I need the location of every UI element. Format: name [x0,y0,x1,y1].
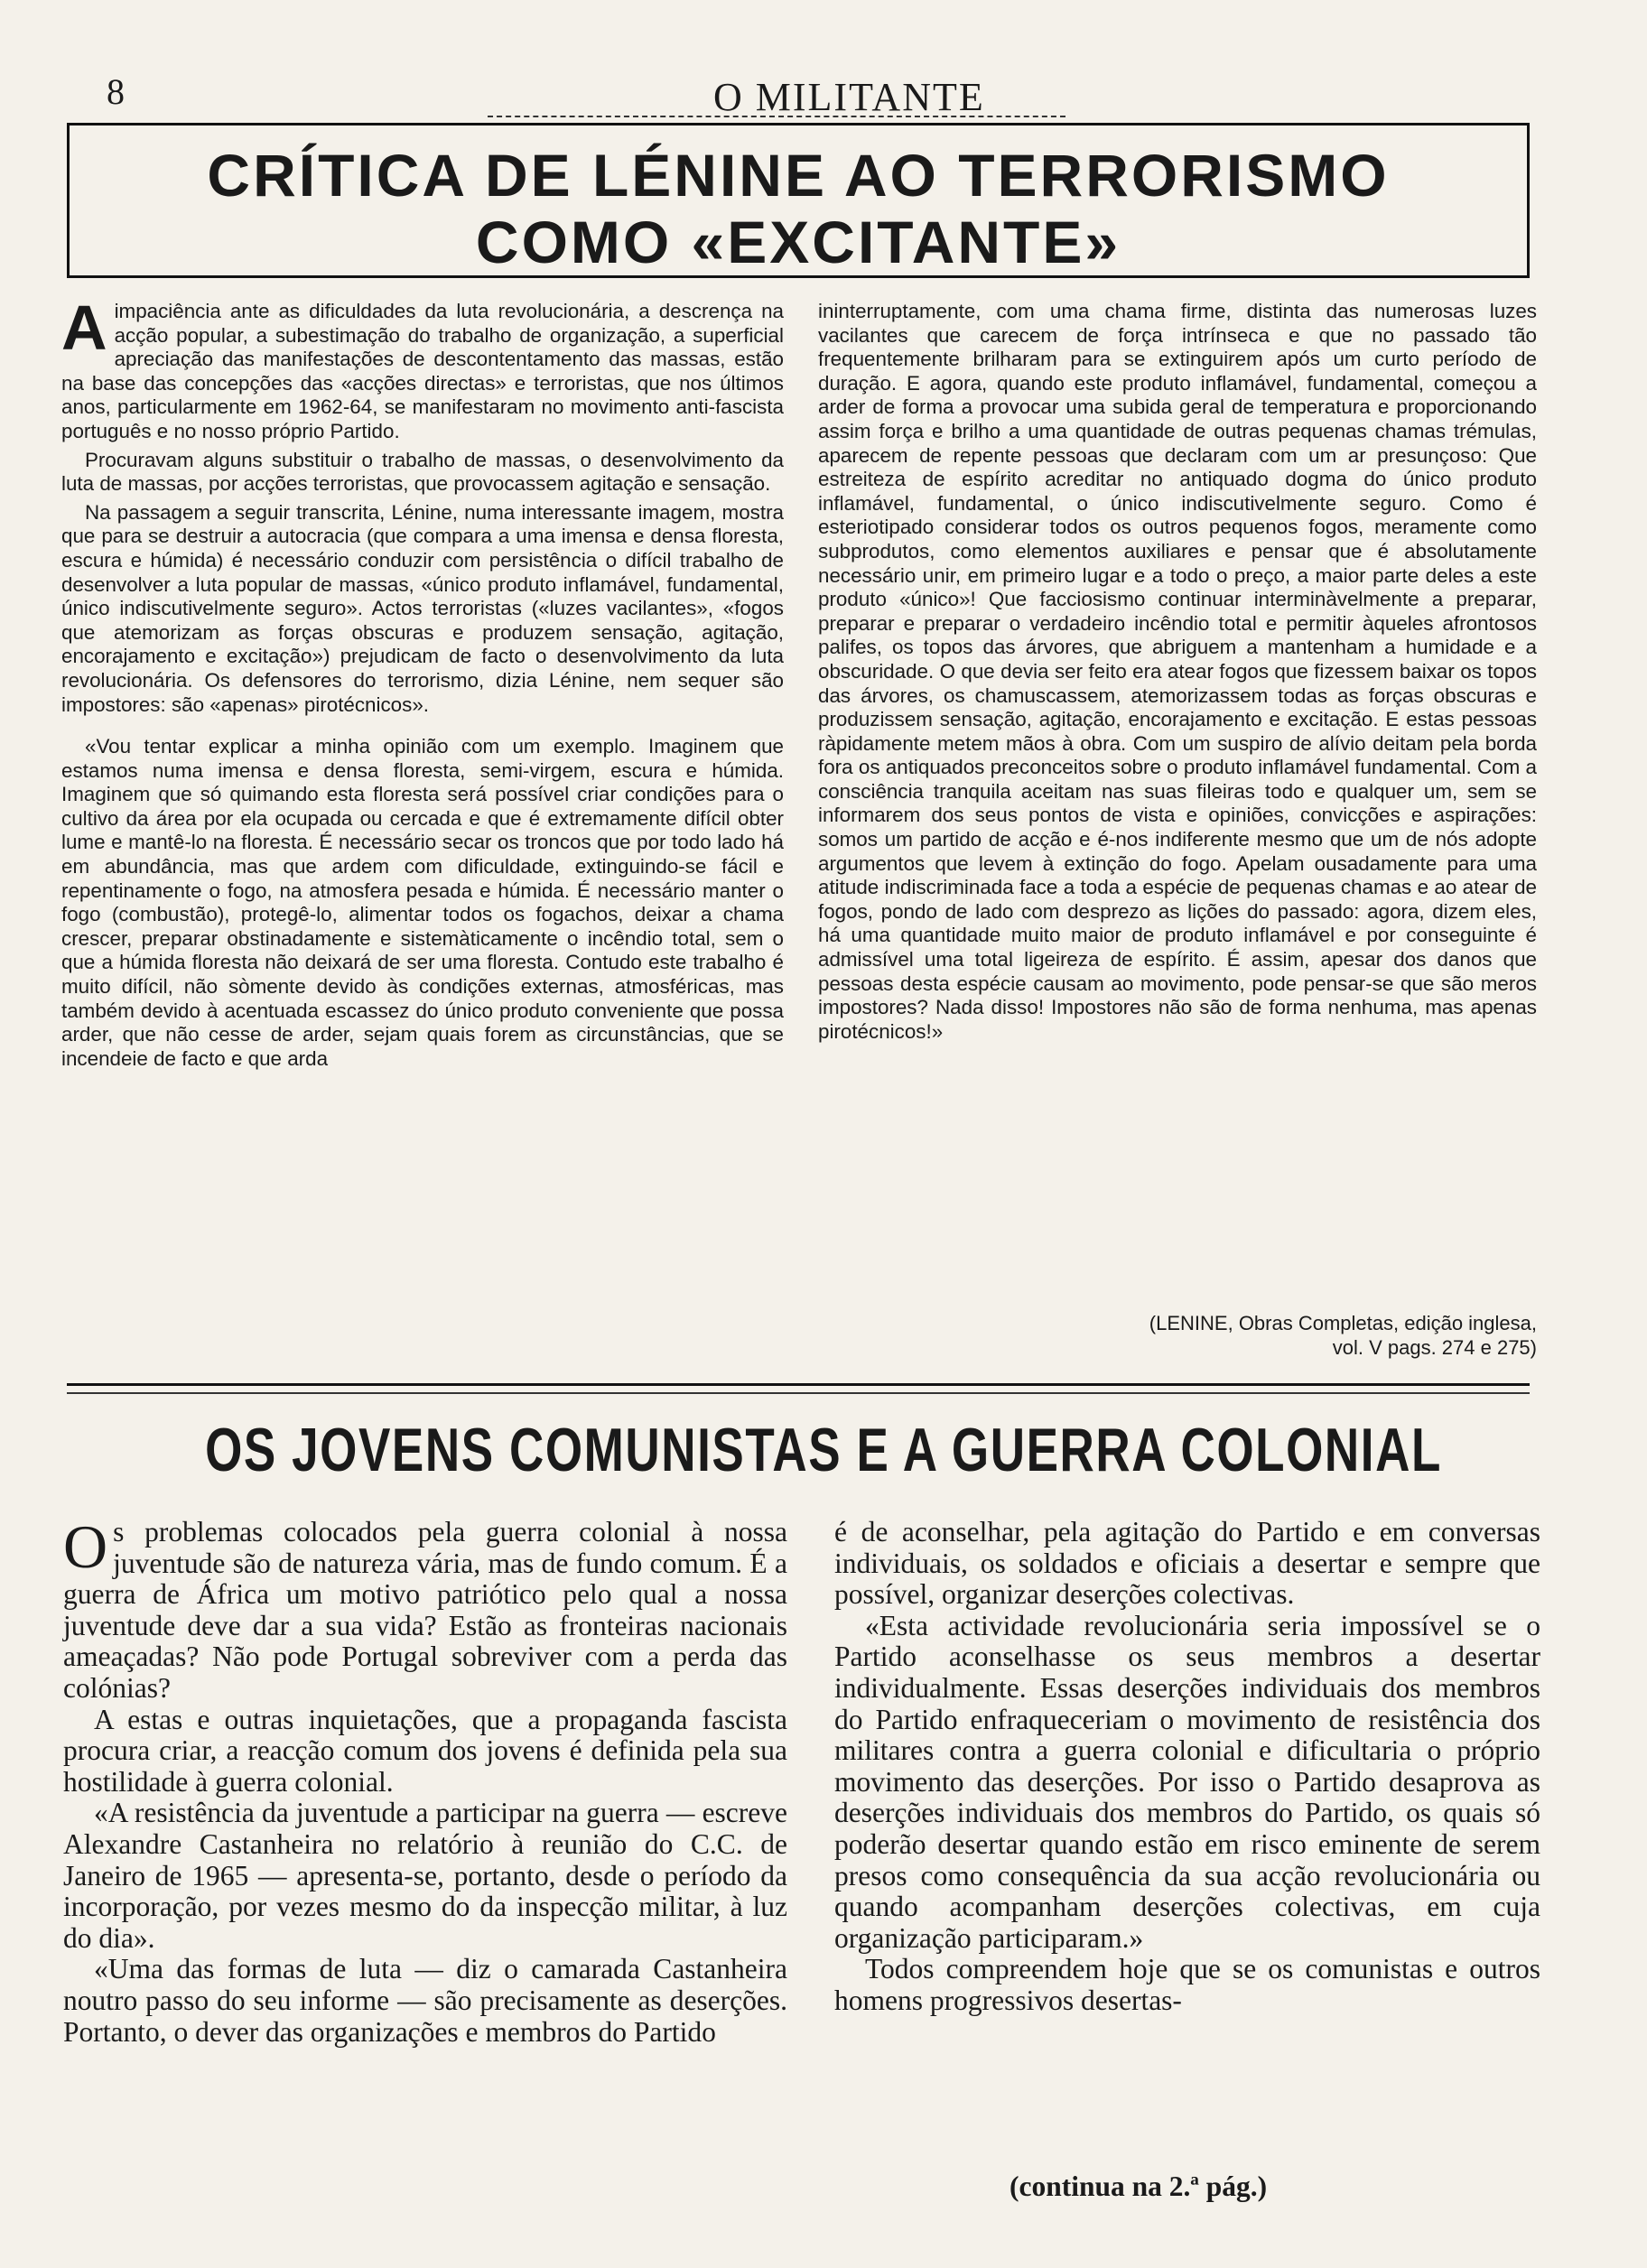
article1-citation [984,1311,1537,1360]
citation-line: (LENINE, Obras Completas, edição inglesa, [1149,1312,1537,1334]
article2-paragraph: é de aconselhar, pela agitação do Partido e em conversas individuais, os soldados e oficiais a desertar e sempre que possível, organizar deserções colectivas. [834,1516,1540,1611]
article2-paragraph: A estas e outras inquietações, que a propaganda fascista procura criar, a reacção comum dos jovens é definida pela sua hostilidade à guerra colonial. [63,1703,787,1798]
article1-lenin-quote-cont: ininterruptamente, com uma chama firme, distinta das numerosas luzes vacilantes que carecem de força intrínseca e que no passado tão frequentemente brilharam para se extinguirem após um curto período de duração. E agora, quando este produto inflamável, fundamental, começou a arder de forma a provocar uma subida geral de temperatura e proporcionando assim força e brilho a uma quantidade de outras pequenas chamas trémulas, aparecem de repente pessoas que declaram com um ar presunçoso: Que estreiteza de espírito acreditar no antiquado dogma do único produto inflamável, fundamental, o único indiscutivelmente seguro. Como é esteriotipado considerar todos os outros pequenos fogos, meramente como subprodutos, como elementos auxiliares e pensar que é absolutamente necessário unir, em primeiro lugar e a todo o preço, a maior parte deles a este produto «único»! Que facciosismo continuar interminàvelmente a preparar, preparar e preparar o verdadeiro incêndio total e permitir àqueles afrontosos palifes, os topos das árvores, que abriguem a mantenham a humidade e a obscuridade. O que devia ser feito era atear fogos que fizessem baixar os topos das árvores, os chamuscassem, atemorizassem todas as forças obscuras e produzissem sensação, agitação, encorajamento e excitação. E estas pessoas ràpidamente metem mãos à obra. Com um suspiro de alívio deitam pela borda fora os antiquados preconceitos sobre o produto inflamável fundamental. Com a consciência tranquila aceitam nas suas fileiras todo e qualquer um, sem se informarem dos seus pontos de vista e opiniões, convicções e aspirações: somos um partido de acção e é-nos indiferente mesmo que um de nós adopte argumentos que levem à extinção do fogo. Apelam ousadamente para uma atitude indiscriminada face a toda a espécie de pequenas chamas e ao atear de fogos, pondo de lado com desprezo as lições do passado: agora, dizem eles, há uma quantidade muito maior de produto inflamável e por conseguinte é admissível uma total ligeireza de espírito. É assim, apesar dos danos que pessoas desta espécie causam ao movimento, pode pensar-se que são meros impostores? Nada disso! Impostores não são de forma nenhuma, mas apenas pirotécnicos!» [818,300,1537,1043]
article2-column-right [834,1517,1540,2017]
article1-paragraph-text: impaciência ante as dificuldades da luta revolucionária, a descrença na acção popular, a subestimação do trabalho de organização, a superficial apreciação das manifestações de descontentamento das massas, estão na base das concepções das «acções directas» e terroristas, que nos últimos anos, particularmente em 1962-64, se manifestaram no movimento anti-fascista português e no nosso próprio Partido. [61,300,784,442]
article2-dropcap: O [63,1512,108,1581]
citation-line: vol. V pags. 274 e 275) [1332,1336,1537,1359]
article2-column-left [63,1512,787,2048]
article1-paragraph [61,293,784,444]
article1-paragraph: Na passagem a seguir transcrita, Lénine, numa interessante imagem, mostra que para se destruir a autocracia (que compara a uma imensa e densa floresta, escura e húmida) é necessário conduzir com persistência o difícil trabalho de desenvolver a luta popular de massas, «único produto inflamável, fundamental, único indiscutivelmente seguro». Actos terroristas («luzes vacilantes», «fogos que atemorizam as forças obscuras e produzem sensação, agitação, encorajamento e excitação») prejudicam de facto o desenvolvimento da luta revolucionária. Os defensores do terrorismo, dizia Lénine, nem sequer são impostores: são «apenas» pirotécnicos». [61,500,784,716]
page-number: 8 [107,71,125,112]
article2-paragraph [63,1512,787,1705]
article1-paragraph: Procuravam alguns substituir o trabalho de massas, o desenvolvimento da luta de massas, por acções terroristas, que provocassem agitação e sensação. [61,448,784,496]
masthead-rule [488,116,1065,117]
section-divider [67,1383,1530,1394]
article1-dropcap: A [61,293,107,363]
article1-headline-box [67,123,1530,278]
article1-column-left [61,293,784,1075]
article2-paragraph: «Esta actividade revolucionária seria impossível se o Partido aconselhasse os seus membros a desertar individualmente. Essas deserções individuais dos membros do Partido enfraqueceriam o movimento de resistência dos militares contra a guerra colonial e dificultaria o próprio movimento das deserções. Por isso o Partido desaprova as deserções individuais dos membros do Partido, os quais só poderão desertar quando estão em risco eminente de serem presos como consequência da sua acção revolucionária ou quando acompanham deserções colectivas, em cuja organização participaram.» [834,1609,1540,1954]
article1-column-right [818,300,1537,1048]
continued-on-page-note: (continua na 2.ª pág.) [1010,2170,1268,2202]
article1-lenin-quote: «Vou tentar explicar a minha opinião com um exemplo. Imaginem que estamos numa imensa e densa floresta, semi-virgem, escura e húmida. Imaginem que só quimando esta floresta será possível criar condições para o cultivo da área por ela ocupada ou cercada e que é extremamente difícil obter lume e mantê-lo na floresta. É necessário secar os troncos que por todo lado há em abundância, mas que ardem com dificuldade, extinguindo-se fácil e repentinamente o fogo, na atmosfera pesada e húmida. É necessário manter o fogo (combustão), protegê-lo, alimentar todos os fogachos, deixar a chama crescer, preparar obstinadamente e sistemàticamente o incêndio total, sem o que a húmida floresta não deixará de ser uma floresta. Contudo este trabalho é muito difícil, não sòmente devido às condições externas, atmosféricas, mas também devido à acentuada escassez do único produto conveniente que possa arder, que não cesse de arder, sejam quais forem as circunstâncias, que se incendeie de facto e que arda [61,735,784,1070]
article1-title-line1: CRÍTICA DE LÉNINE AO TERRORISMO [207,142,1390,209]
article2-paragraph: Todos compreendem hoje que se os comunistas e outros homens progressivos desertas- [834,1953,1540,2016]
article1-headline [70,142,1527,275]
article2-headline: OS JOVENS COMUNISTAS E A GUERRA COLONIAL [205,1416,1442,1484]
publication-masthead: O MILITANTE [713,75,985,119]
article2-paragraph-text: s problemas colocados pela guerra colonial à nossa juventude são de natureza vária, mas de fundo comum. É a guerra de África um motivo patriótico pelo qual a nossa juventude deve dar a sua vida? Estão as fronteiras nacionais ameaçadas? Não pode Portugal sobreviver com a perda das colónias? [63,1516,787,1704]
article1-title-line2: COMO «EXCITANTE» [475,209,1121,275]
article2-paragraph: «Uma das formas de luta — diz o camarada Castanheira noutro passo do seu informe — são precisamente as deserções. Portanto, o dever das organizações e membros do Partido [63,1953,787,2048]
article2-paragraph: «A resistência da juventude a participar na guerra — escreve Alexandre Castanheira no relatório à reunião do C.C. de Janeiro de 1965 — apresenta-se, portanto, desde o período da incorporação, por vezes mesmo do da inspecção militar, à luz do dia». [63,1797,787,1954]
